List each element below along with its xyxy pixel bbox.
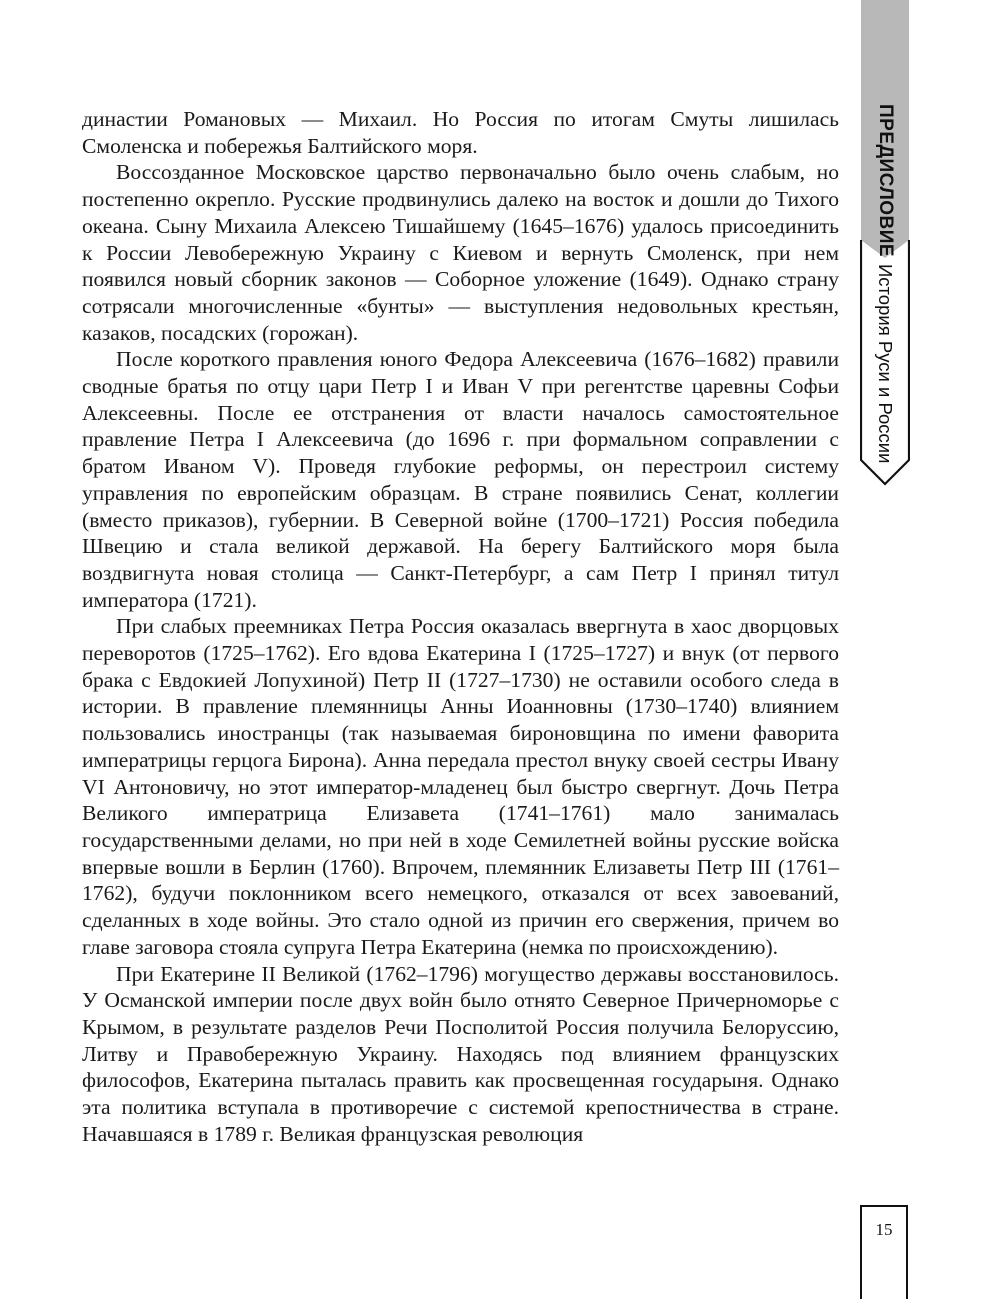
paragraph-4: При слабых преемниках Петра Россия оказалась ввергнута в хаос дворцовых переворотов (1725–1762). Его вдова Екатерина I (1725–1727) и внук (от первого брака с Евдокией Лопухиной) Петр II (1727–1730) не оставили особого следа в истории. В правление племянницы Анны Иоанновны (1730–1740) влиянием пользовались иностранцы (так называемая бироновщина по имени фаворита императрицы герцога Бирона). Анна передала престол внуку своей сестры Ивану VI Антоновичу, но этот император-младенец был быстро свергнут. Дочь Петра Великого императрица Елизавета (1741–1761) мало занималась государственными делами, но при ней в ходе Семилетней войны русские войска впервые вошли в Берлин (1760). Впрочем, племянник Елизаветы Петр III (1761–1762), будучи поклонником всего немецкого, отказался от всех завоеваний, сделанных в ходе войны. Это стало одной из причин его свержения, причем во главе заговора стояла супруга Петра Екатерина (немка по происхождению). — [82, 614, 839, 959]
paragraph-2: Воссозданное Московское царство первоначально было очень слабым, но постепенно окрепло. Русские продвинулись далеко на восток и дошли до Тихого океана. Сыну Михаила Алексею Тишайшему (1645–1676) удалось присоединить к России Левобережную Украину с Киевом и вернуть Смоленск, при нем появился новый сборник законов — Соборное уложение (1649). Однако страну сотрясали многочисленные «бунты» — выступления недовольных крестьян, казаков, посадских (горожан). — [82, 160, 839, 345]
paragraph-3: После короткого правления юного Федора Алексеевича (1676–1682) правили сводные братья по отцу цари Петр I и Иван V при регентстве царевны Софьи Алексеевны. После ее отстранения от власти началось самостоятельное правление Петра I Алексеевича (до 1696 г. при формальном соправлении с братом Иваном V). Проведя глубокие реформы, он перестроил систему управления по европейским образцам. В стране появились Сенат, коллегии (вместо приказов), губернии. В Северной войне (1700–1721) Россия победила Швецию и стала великой державой. На берегу Балтийского моря была воздвигнута новая столица — Санкт-Петербург, а сам Петр I принял титул императора (1721). — [82, 347, 839, 612]
section-label: ПРЕДИСЛОВИЕ — [875, 104, 896, 258]
main-text — [82, 106, 839, 1147]
page-number: 15 — [875, 1220, 893, 1239]
paragraph-1: династии Романовых — Михаил. Но Россия по итогам Смуты лишилась Смоленска и побережья Балтийского моря. — [82, 107, 839, 158]
chapter-label: История Руси и России — [875, 264, 896, 464]
paragraph-5: При Екатерине II Великой (1762–1796) могущество державы восстановилось. У Османской империи после двух войн было отнято Северное Причерноморье с Крымом, в результате разделов Речи Посполитой Россия получила Белоруссию, Литву и Правобережную Украину. Находясь под влиянием французских философов, Екатерина пыталась править как просвещенная государыня. Однако эта политика вступала в противоречие с системой крепостничества в стране. Начавшаяся в 1789 г. Великая французская революция — [82, 961, 839, 1146]
